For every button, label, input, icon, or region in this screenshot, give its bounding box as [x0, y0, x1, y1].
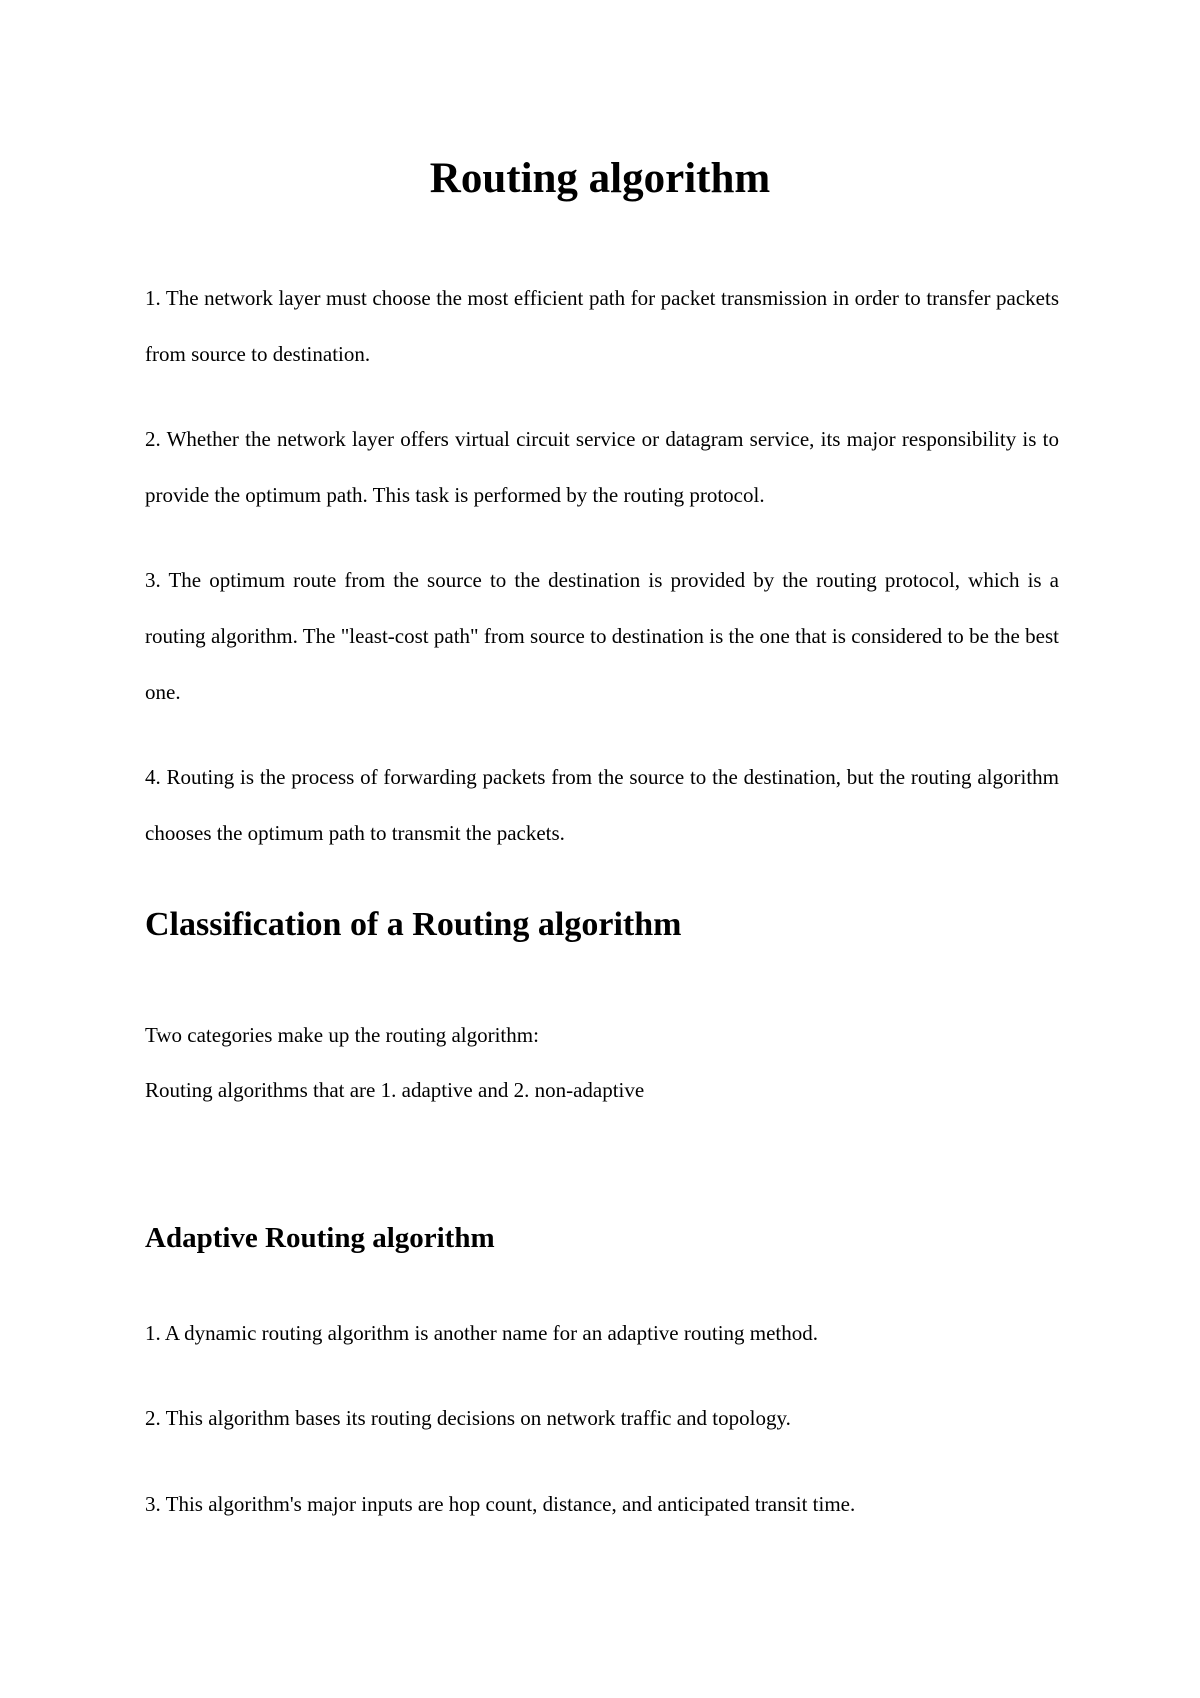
adaptive-item-3: 3. This algorithm's major inputs are hop count, distance, and anticipated transit time. [145, 1492, 856, 1516]
intro-paragraph-4: 4. Routing is the process of forwarding packets from the source to the destination, but the routing algorithm chooses the optimum path to transmit the packets. [145, 765, 1059, 845]
classification-line-2: Routing algorithms that are 1. adaptive and 2. non-adaptive [145, 1078, 645, 1102]
adaptive-item-1: 1. A dynamic routing algorithm is another name for an adaptive routing method. [145, 1321, 819, 1345]
classification-heading: Classification of a Routing algorithm [145, 906, 682, 943]
adaptive-item-2: 2. This algorithm bases its routing decisions on network traffic and topology. [145, 1406, 791, 1430]
classification-line-1: Two categories make up the routing algorithm: [145, 1023, 539, 1047]
page-title: Routing algorithm [429, 155, 771, 202]
intro-paragraph-1: 1. The network layer must choose the most efficient path for packet transmission in order to transfer packets from source to destination. [145, 286, 1059, 366]
adaptive-heading: Adaptive Routing algorithm [145, 1222, 495, 1254]
intro-paragraph-2: 2. Whether the network layer offers virtual circuit service or datagram service, its major responsibility is to provide the optimum path. This task is performed by the routing protocol. [145, 427, 1059, 507]
intro-paragraph-3: 3. The optimum route from the source to the destination is provided by the routing protocol, which is a routing algorithm. The "least-cost path" from source to destination is the one that is considered to be the best one. [145, 568, 1059, 704]
